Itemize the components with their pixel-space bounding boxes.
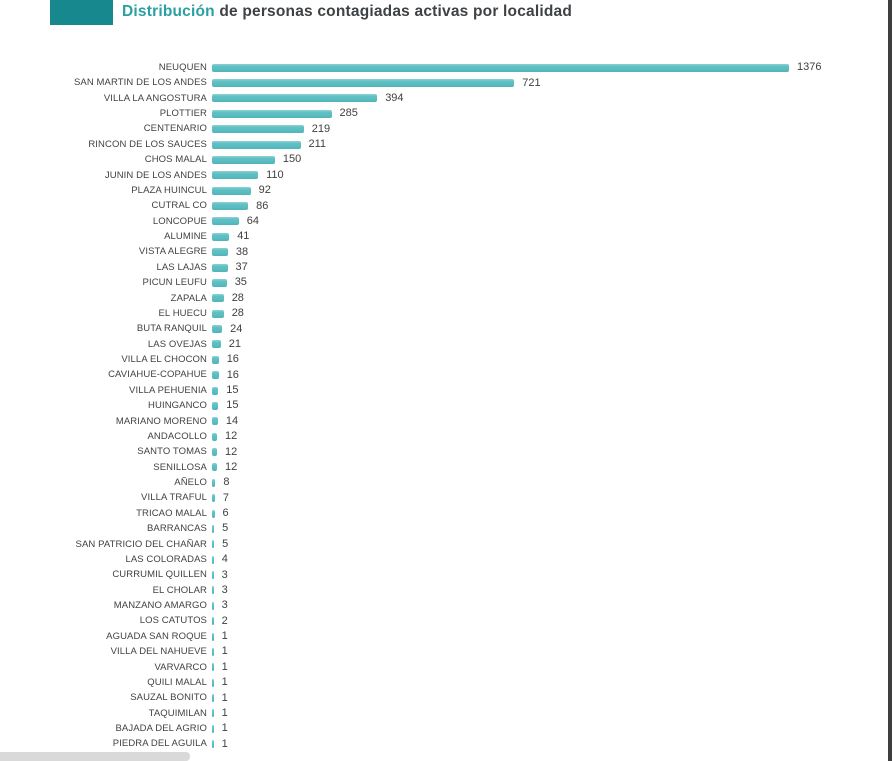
bar-row	[0, 60, 860, 75]
category-label: ZAPALA	[170, 292, 207, 304]
bar-row	[0, 137, 860, 152]
value-label: 1376	[797, 61, 822, 74]
value-label: 28	[231, 291, 244, 304]
bar-row	[0, 660, 860, 675]
category-label: CURRUMIL QUILLEN	[112, 569, 207, 581]
category-label: RINCON DE LOS SAUCES	[88, 138, 207, 150]
bar-row	[0, 506, 860, 521]
value-label: 1	[221, 676, 228, 689]
category-label: SAN MARTIN DE LOS ANDES	[73, 77, 207, 89]
category-label: EL HUECU	[158, 307, 207, 319]
value-label: 1	[221, 737, 228, 750]
category-label: BARRANCAS	[146, 523, 207, 535]
category-label: LAS LAJAS	[156, 261, 207, 273]
bar-row	[0, 675, 860, 690]
bar	[212, 633, 214, 641]
category-label: JUNIN DE LOS ANDES	[104, 169, 207, 181]
category-label: LAS OVEJAS	[147, 338, 207, 350]
bar	[212, 264, 228, 272]
bar-row	[0, 583, 860, 598]
bar	[212, 694, 214, 702]
category-label: LOS CATUTOS	[139, 615, 207, 627]
value-label: 219	[311, 122, 331, 135]
value-label: 2	[221, 614, 228, 627]
category-label: ANDACOLLO	[147, 430, 207, 442]
bar	[212, 64, 789, 72]
bar	[212, 448, 217, 456]
bar	[212, 648, 214, 656]
bar	[212, 310, 224, 318]
value-label: 1	[221, 722, 228, 735]
title-highlight: Distribución	[122, 3, 215, 20]
category-label: CHOS MALAL	[144, 154, 207, 166]
value-label: 4	[221, 553, 228, 566]
bar	[212, 217, 239, 225]
category-label: VILLA LA ANGOSTURA	[103, 92, 207, 104]
bar	[212, 479, 215, 487]
bar-row	[0, 168, 860, 183]
value-label: 28	[231, 307, 244, 320]
bar	[212, 540, 214, 548]
category-label: PLOTTIER	[159, 108, 207, 120]
bar	[212, 709, 214, 717]
value-label: 24	[230, 322, 243, 335]
bar-row	[0, 91, 860, 106]
bar-row	[0, 229, 860, 244]
category-label: AÑELO	[174, 477, 207, 489]
bar	[212, 725, 214, 733]
bar-row	[0, 737, 860, 752]
category-label: HUINGANCO	[148, 400, 207, 412]
value-label: 1	[221, 691, 228, 704]
value-label: 394	[385, 91, 404, 104]
value-label: 92	[258, 184, 271, 197]
bar	[212, 586, 214, 594]
category-label: LAS COLORADAS	[125, 553, 207, 565]
bar-row	[0, 444, 860, 459]
category-label: ALUMINE	[164, 231, 207, 243]
category-label: VARVARCO	[154, 661, 207, 673]
category-label: NEUQUEN	[158, 61, 207, 73]
category-label: CUTRAL CO	[151, 200, 207, 212]
bar-row	[0, 306, 860, 321]
bar-row	[0, 460, 860, 475]
title-accent-block	[50, 0, 113, 25]
bar	[212, 187, 251, 195]
category-label: MARIANO MORENO	[115, 415, 207, 427]
category-label: TAQUIMILAN	[148, 707, 207, 719]
bar-row	[0, 721, 860, 736]
bar-row	[0, 352, 860, 367]
value-label: 41	[237, 230, 250, 243]
bar-chart	[0, 60, 860, 752]
value-label: 3	[221, 568, 228, 581]
bar	[212, 617, 214, 625]
category-label: QUILI MALAL	[147, 676, 207, 688]
bar	[212, 602, 214, 610]
value-label: 35	[234, 276, 247, 289]
bar-row	[0, 614, 860, 629]
bar-row	[0, 122, 860, 137]
bar-row	[0, 644, 860, 659]
bar	[212, 463, 217, 471]
value-label: 86	[256, 199, 269, 212]
value-label: 3	[221, 599, 228, 612]
bar-row	[0, 152, 860, 167]
bar	[212, 202, 248, 210]
bar-row	[0, 368, 860, 383]
bar-row	[0, 383, 860, 398]
bar	[212, 663, 214, 671]
category-label: VILLA DEL NAHUEVE	[110, 646, 207, 658]
title-rest: de personas contagiadas activas por localidad	[214, 3, 573, 20]
value-label: 5	[222, 537, 229, 550]
bar-row	[0, 537, 860, 552]
bar	[212, 156, 275, 164]
bar	[212, 740, 214, 748]
bar-row	[0, 521, 860, 536]
category-label: AGUADA SAN ROQUE	[106, 630, 207, 642]
bar-row	[0, 75, 860, 90]
bar	[212, 279, 227, 287]
category-label: TRICAO MALAL	[136, 507, 207, 519]
bar	[212, 679, 214, 687]
bar-row	[0, 598, 860, 613]
value-label: 12	[225, 445, 238, 458]
bar-row	[0, 414, 860, 429]
bar-row	[0, 198, 860, 213]
bar-row	[0, 260, 860, 275]
value-label: 15	[226, 399, 239, 412]
value-label: 150	[282, 153, 302, 166]
bar-row	[0, 321, 860, 336]
bar	[212, 94, 377, 102]
value-label: 1	[221, 660, 228, 673]
bar	[212, 141, 301, 149]
category-label: SAN PATRICIO DEL CHAÑAR	[75, 538, 207, 550]
bar-row	[0, 398, 860, 413]
bar-row	[0, 475, 860, 490]
horizontal-scrollbar-thumb[interactable]	[0, 752, 190, 761]
value-label: 12	[225, 460, 238, 473]
bar	[212, 340, 221, 348]
bar-row	[0, 291, 860, 306]
bar-row	[0, 245, 860, 260]
category-label: MANZANO AMARGO	[113, 600, 207, 612]
bar	[212, 510, 215, 518]
bar	[212, 325, 222, 333]
bar	[212, 494, 215, 502]
bar	[212, 417, 218, 425]
value-label: 38	[235, 245, 249, 258]
category-label: EL CHOLAR	[152, 584, 207, 596]
value-label: 285	[339, 107, 358, 120]
category-label: PICUN LEUFU	[142, 277, 207, 289]
value-label: 64	[246, 214, 260, 227]
bar	[212, 433, 217, 441]
value-label: 8	[223, 476, 230, 489]
value-label: 1	[221, 630, 228, 643]
value-label: 1	[221, 706, 228, 719]
bar	[212, 248, 228, 256]
category-label: SANTO TOMAS	[137, 446, 207, 458]
value-label: 12	[225, 430, 238, 443]
value-label: 1	[221, 645, 228, 658]
category-label: BAJADA DEL AGRIO	[115, 723, 207, 735]
bar-row	[0, 690, 860, 705]
bar	[212, 371, 219, 379]
bar	[212, 356, 219, 364]
category-label: PLAZA HUINCUL	[131, 184, 207, 196]
value-label: 211	[308, 138, 327, 151]
category-label: CAVIAHUE-COPAHUE	[108, 369, 207, 381]
bar-row	[0, 214, 860, 229]
window-right-border	[888, 0, 892, 761]
category-label: VILLA TRAFUL	[141, 492, 207, 504]
bar	[212, 525, 214, 533]
bar	[212, 294, 224, 302]
bar-row	[0, 706, 860, 721]
category-label: VILLA EL CHOCON	[121, 354, 207, 366]
category-label: SENILLOSA	[153, 461, 207, 473]
bar-row	[0, 337, 860, 352]
bar	[212, 571, 214, 579]
category-label: SAUZAL BONITO	[130, 692, 207, 704]
bar	[212, 387, 218, 395]
bar	[212, 233, 229, 241]
bar	[212, 556, 214, 564]
bar	[212, 402, 218, 410]
value-label: 110	[266, 168, 284, 181]
bar-row	[0, 183, 860, 198]
value-label: 14	[225, 414, 239, 427]
value-label: 6	[222, 507, 229, 520]
bar	[212, 125, 304, 133]
value-label: 16	[226, 353, 239, 366]
category-label: CENTENARIO	[143, 123, 207, 135]
category-label: VILLA PEHUENIA	[129, 384, 207, 396]
value-label: 16	[226, 368, 239, 381]
bar	[212, 171, 258, 179]
bar-row	[0, 491, 860, 506]
value-label: 721	[522, 76, 541, 89]
value-label: 5	[222, 522, 229, 535]
bar-row	[0, 275, 860, 290]
category-label: PIEDRA DEL AGUILA	[112, 738, 207, 750]
value-label: 3	[221, 583, 228, 596]
bar	[212, 79, 514, 87]
bar	[212, 110, 332, 118]
bar-row	[0, 106, 860, 121]
value-label: 7	[222, 491, 230, 504]
value-label: 15	[226, 384, 239, 397]
value-label: 37	[235, 261, 248, 274]
value-label: 21	[228, 337, 242, 350]
bar-row	[0, 429, 860, 444]
category-label: LONCOPUE	[152, 215, 207, 227]
bar-row	[0, 629, 860, 644]
category-label: BUTA RANQUIL	[136, 323, 207, 335]
bar-row	[0, 552, 860, 567]
category-label: VISTA ALEGRE	[138, 246, 207, 258]
bar-row	[0, 567, 860, 582]
page-title	[122, 3, 572, 21]
